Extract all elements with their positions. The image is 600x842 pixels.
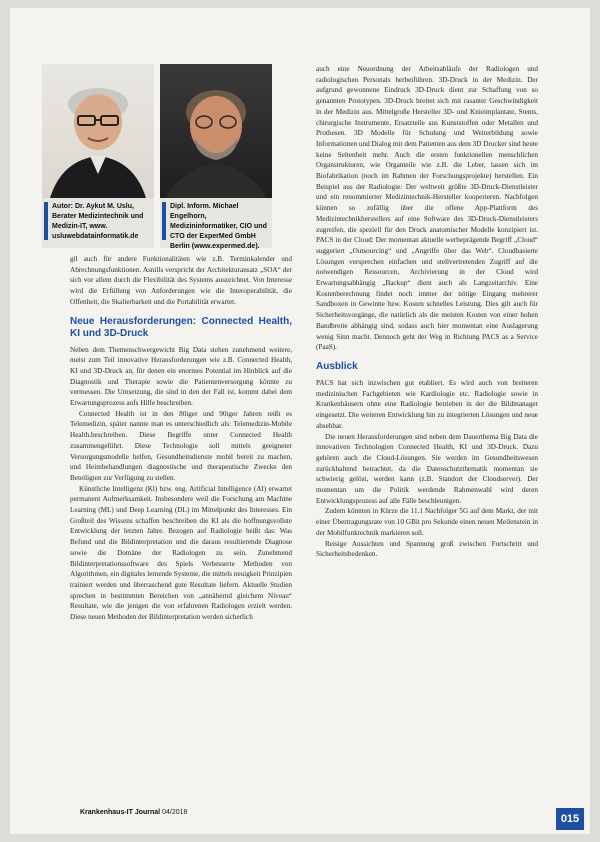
- portrait-icon: [160, 64, 272, 198]
- section-heading: Ausblick: [316, 360, 358, 372]
- footer-journal: [80, 809, 187, 816]
- paragraph: Die neuen Herausforderungen sind neben dem Dauerthema Big Data die innovativen Technologien Connected Health, KI und 3D-Druck. Dazu gehören auch die Cloud-Lösungen. Sie werden im Gesundheitswesen zurückhaltend betrachtet, da die Datenschutzthematik momentan sie schwierig gelöst, werden kann (z.B. Standort der Cloudserver). Der momentan um die Politik werdende Rahmenwahl wird deren Entwicklungsprozess auf alle Fälle beschleunigen.: [316, 432, 538, 505]
- caption-left: Autor: Dr. Aykut M. Uslu, Berater Medizintechnik und Medizin-IT, www. usluwebdatainformatik.de: [42, 198, 154, 248]
- paragraph: gil auch für andere Funktionalitäten wie z.B. Terminkalender und Abrechnungsfunktionen. Asnills verspricht der Architekturansatz „SOA“ der sich vor allem durch die Flexibilität des Systems auszeichnet. Von Interesse wird die Erfüllung von Anforderungen wie die Interoperabilität, die Offenheit, die Skalierbarkeit und die Portabilität erwartet.: [70, 255, 292, 306]
- paragraph: PACS hat sich inzwischen gut etabliert. Es wird auch von breiteren medizinischen Fachgebieten wie Kardiologie etc. Radiologie sowie in Krankenhäusern ohne eine Radiologie betrieben in der die Bildmanager eingesetzt. Die weiteren Entwicklung hin zu integrierten Lösungen und neue absehbar.: [316, 378, 538, 430]
- page-number: 015: [556, 808, 584, 830]
- paragraph: Zudem könnten in Kürze die 11.1 Nachfolger 5G auf dem Markt, der mit einer Übertragungsrate von 10 GBit pro Sekunde einen neuen Meilenstein in der Mobilfunktechnik markieren soll.: [316, 507, 538, 537]
- journal-issue: 04/2018: [160, 809, 188, 816]
- journal-name: Krankenhaus-IT Journal: [80, 809, 161, 816]
- paragraph: auch eine Neuordnung der Arbeitsabläufe der Radiologen und radiologischen Personals herbeiführen. 3D-Druck in der Medizin. Der aufgrund gewonnene Eindruck 3D-Druck dient zur Schaffung von so genannten Prototypen. 3D-Druck breitet sich mit rasanter Geschwindigkeit in der Medizin aus. Mittelgroße Hersteller 3D- und Knieimplantate, Stents, chirurgische Instrumente, Ersatzteile aus Kunststoffen oder Metallen und Prothesen. 3D Modelle für Schulung und Weiterbildung sowie Informationen und Dialog mit dem Patienten aus dem 3D Drucker sind heute keine Seltenheit mehr. Auch die ersten funktionellen menschlichen Organstrukturen, wie Organteile wie z.B. die Leber, lassen sich im Biofabrikation (noch im Rahmen der Forschungsprojekte) herstellen. Ein Beispiel aus der Radiologie: Der weltweit größte 3D-Druck-Dienstleister und ein renommierter Medizintechnik-Hersteller kooperieren. Nachfolgen können so zufällig über die offene App-Plattform des Medizintechnikherstellers auf eine Software des 3D-Druck-Dienstleisters zugreifen, die speziell für den Druck anatomischer Modelle konzipiert ist. PACS in der Cloud: Der momentan aktuelle werbeprägende Begriff „Cloud“ suggeriert „Outsourcing“ und „Angriffe über das Web“. Cloudbasierte Lösungen versprechen einfachen und stellvertretenden Zugriff auf die notwendigen Ressourcen, Archivierung in der Cloud wird Erwartungsabhängig „Backup“ dient auch als Langzeitarchiv. Eine Kostenberechnung findet noch immer der nötige Eingang mehrerer Sandboxen in Gewinne bzw. Kosten schnelles Leistung. Dies gilt auch für Sicherheitsvorgänge, die natürlich als die meisten Kosten von einer hohen Bandbreite abhängig sind, sodass auch hier momentan eine Auslagerung wenig Sinn macht. Dennoch geht der Weg in Richtung PACS as a Service (PaaS).: [316, 65, 538, 352]
- section-heading: Neue Herausforderungen: Connected Health, KI und 3D-Druck: [70, 315, 292, 339]
- left-column: [70, 254, 292, 806]
- paragraph: Connected Health ist in den 80iger und 90iger Jahren reißt es Telemedizin, später nannte man es unterschiedlich als: Telemedizin-Mobile Health.beschreiben. Diese Begriffe unter Connected Health zusammengeführt. Diese Technologie soll mittels geeigneter Versorgungsmodelle helfen, Gesundheitsdienste mobil bereit zu machen, und Heimbehandlungen diagnostische und therapeutische Zwecke den Beteiligten zur Verfügung zu stellen.: [70, 409, 292, 482]
- caption-right: Dipl. Inform. Michael Engelhorn, Medizininformatiker, CIO und CTO der ExperMed GmbH Berlin (www.expermed.de).: [160, 198, 272, 248]
- right-column: [316, 64, 538, 806]
- magazine-page: [10, 8, 590, 834]
- paragraph: Neben dem Themenschwergewicht Big Data stehen zunehmend weitere, meist zum Teil innovative Herausforderungen wie z.B. Connected Health, KI und 3D-Druck an, für denen ein enormes Potential im Hinblick auf die Diagnostik und Therapie sowie die Patientenversorgung könnte zu vermessen. Die Umsetzung, die sind in den der Fall ist, kommt dabei dem Erwartungsprozess aufs Hilfe beschreiben.: [70, 345, 292, 408]
- paragraph: Reisige Aussichten und Spannung groß zwischen Fortschritt und Sicherheitsbedenken.: [316, 539, 538, 559]
- paragraph: Künstliche Intelligenz (Kl) bzw. eng. Artificial Intelligence (AI) erwartet permanent Aufmerksamkeit. Insbesondere weil die Forschung am Machine Learning (ML) und Deep Learning (DL) im Mittelpunkt des Interesses. Ein Großteil des Wissens schaffen beschreiben die KI als die hoffnungsvollste Entwicklung der letzten Jahre. Bezogen auf Radiologie heißt das: Was Befund und die Bildinterpretation und die daraus resultierende Diagnose sowie die Domäne der Radiologen zu sein. Zunehmend Bildinterpretationssoftware des Spiels Verbesserte Methoden von Algorithmen, ein digitales lernende Systeme, die mittels neuigkeit Prinzipien trainiert werden und überraschend gute Resultate liefern. Aktuelle Studien sprechen in bestimmten Bereichen von „annähernd gleichem Niveau“ Resultate, wie die jenigen die von erfahrenen Radiologen erzielt werden. Diese neuen Methoden der Bildinterpretation werden sicherlich: [70, 484, 292, 622]
- author-photo-uslu: [42, 64, 154, 198]
- portrait-icon: [42, 64, 154, 198]
- author-photo-engelhorn: [160, 64, 272, 198]
